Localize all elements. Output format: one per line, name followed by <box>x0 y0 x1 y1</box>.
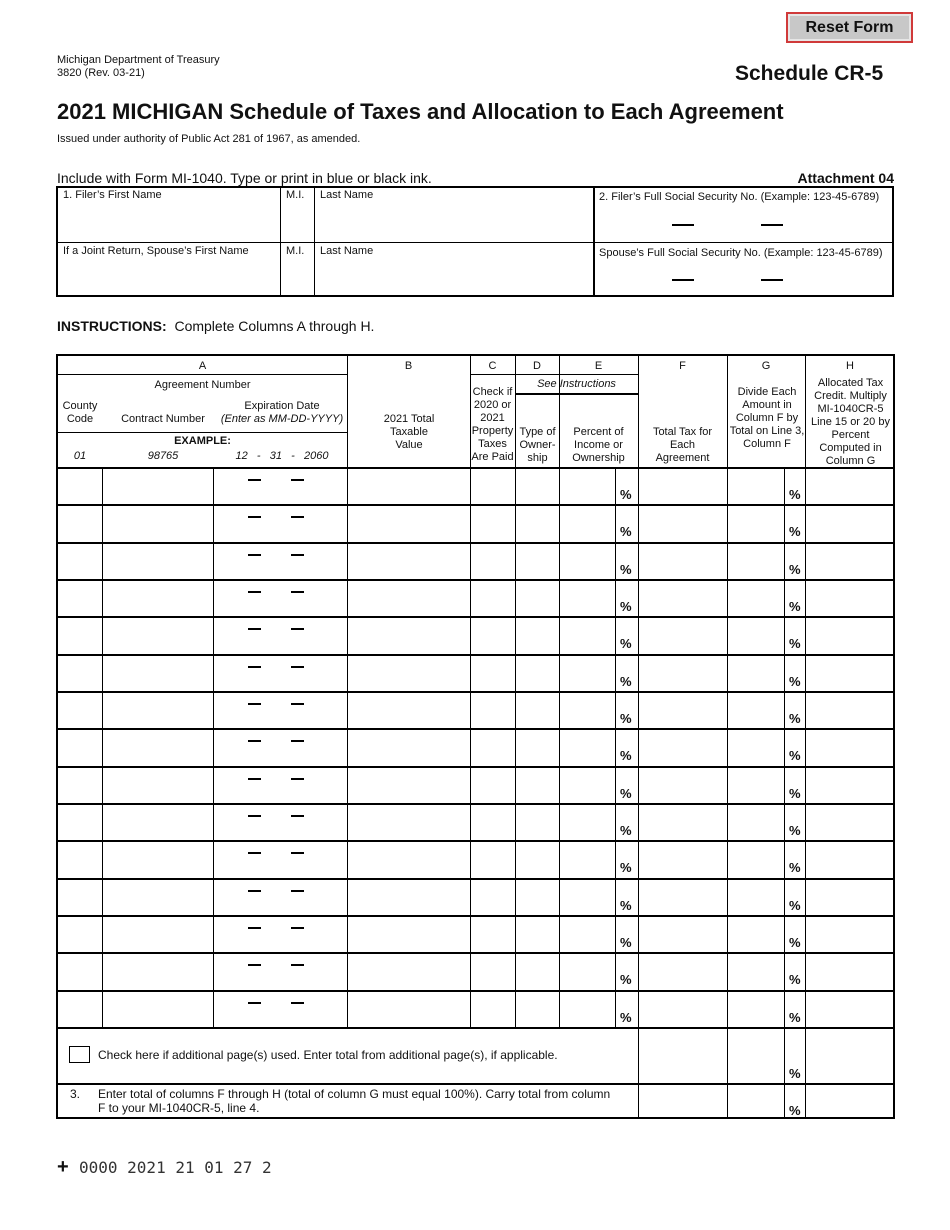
attachment-number: Attachment 04 <box>797 170 894 186</box>
date-separator <box>291 628 304 630</box>
date-separator <box>291 666 304 668</box>
column-d-letter: D <box>533 360 541 372</box>
table-row <box>58 840 893 877</box>
barcode-plus: + <box>57 1156 69 1178</box>
example-label: EXAMPLE: <box>174 435 231 447</box>
percent-sign: % <box>789 822 801 838</box>
agreement-number-header: Agreement Number <box>154 379 251 391</box>
additional-pages-text: Check here if additional page(s) used. Enter total from additional page(s), if applicable. <box>98 1048 558 1062</box>
percent-sign: % <box>789 561 801 577</box>
table-row <box>58 878 893 915</box>
table-row <box>58 728 893 765</box>
column-g-letter: G <box>761 360 771 372</box>
row-input[interactable] <box>58 952 102 989</box>
spouse-first-name-field[interactable]: If a Joint Return, Spouse’s First Name <box>63 245 249 257</box>
date-separator <box>291 740 304 742</box>
date-separator <box>248 591 261 593</box>
include-instruction: Include with Form MI-1040. Type or print in blue or black ink. <box>57 170 432 186</box>
expiration-date-header <box>218 400 346 426</box>
date-separator <box>291 815 304 817</box>
contract-number-header: Contract Number <box>121 413 205 425</box>
column-b-letter: B <box>404 360 413 372</box>
table-row <box>58 766 893 803</box>
percent-sign: % <box>620 598 632 614</box>
filer-ssn-field[interactable]: 2. Filer’s Full Social Security No. (Example: 123-45-6789) <box>599 191 880 203</box>
date-separator <box>248 666 261 668</box>
date-separator <box>291 778 304 780</box>
table-row <box>58 990 893 1027</box>
percent-sign: % <box>620 785 632 801</box>
filer-mi-field[interactable]: M.I. <box>286 189 305 201</box>
date-separator <box>291 927 304 929</box>
line3-number: 3. <box>70 1087 81 1101</box>
table-row <box>58 579 893 616</box>
percent-sign: % <box>620 561 632 577</box>
example-date: 12 - 31 - 2060 <box>235 450 329 462</box>
expiration-title: Expiration Date <box>244 400 320 412</box>
date-separator <box>291 964 304 966</box>
taxes-paid-header: Check if 2020 or 2021 Property Taxes Are Paid <box>471 386 514 463</box>
date-separator <box>248 516 261 518</box>
agreement-table <box>56 354 895 1119</box>
percent-sign: % <box>620 897 632 913</box>
percent-sign: % <box>789 934 801 950</box>
date-separator <box>291 591 304 593</box>
instructions-label: INSTRUCTIONS: <box>57 318 167 334</box>
filer-first-name-field[interactable]: 1. Filer’s First Name <box>63 189 162 201</box>
percent-sign: % <box>789 710 801 726</box>
percent-sign: % <box>789 636 801 652</box>
ssn-separator <box>672 224 694 226</box>
column-e-letter: E <box>594 360 603 372</box>
divide-amount-header: Divide Each Amount in Column F by Total on Line 3, Column F <box>729 386 805 450</box>
barcode-number: 0000 2021 21 01 27 2 <box>79 1158 272 1177</box>
date-separator <box>248 815 261 817</box>
percent-income-header: Percent of Income or Ownership <box>572 426 625 464</box>
percent-sign: % <box>789 860 801 876</box>
column-c-letter: C <box>488 360 497 372</box>
row-input[interactable] <box>58 542 102 579</box>
date-separator <box>248 890 261 892</box>
date-separator <box>291 890 304 892</box>
schedule-name: Schedule CR-5 <box>735 62 884 85</box>
form-code: 3820 (Rev. 03-21) <box>57 67 145 79</box>
spouse-mi-field[interactable]: M.I. <box>286 245 305 257</box>
percent-sign: % <box>620 487 632 502</box>
spouse-ssn-field[interactable]: Spouse’s Full Social Security No. (Example: 123-45-6789) <box>599 247 883 259</box>
row-input[interactable] <box>58 990 102 1027</box>
authority-text: Issued under authority of Public Act 281 of 1967, as amended. <box>57 133 361 145</box>
row-input[interactable] <box>58 467 102 504</box>
example-county: 01 <box>73 450 87 462</box>
row-input[interactable] <box>58 504 102 541</box>
table-row <box>58 691 893 728</box>
percent-sign: % <box>789 972 801 988</box>
department-info <box>57 54 220 80</box>
page-title: 2021 MICHIGAN Schedule of Taxes and Allocation to Each Agreement <box>57 99 784 124</box>
row-input[interactable] <box>58 878 102 915</box>
date-separator <box>291 852 304 854</box>
table-row <box>58 542 893 579</box>
percent-sign: % <box>620 710 632 726</box>
table-row <box>58 467 893 504</box>
date-separator <box>248 703 261 705</box>
table-row <box>58 915 893 952</box>
additional-pages-checkbox[interactable] <box>69 1046 90 1063</box>
date-separator <box>291 479 304 481</box>
percent-sign: % <box>789 897 801 913</box>
percent-sign: % <box>620 860 632 876</box>
percent-sign: % <box>620 1009 632 1025</box>
date-separator <box>248 628 261 630</box>
ownership-type-header: Type of Owner-ship <box>519 426 556 464</box>
percent-sign: % <box>620 972 632 988</box>
taxable-value-header: 2021 Total Taxable Value <box>383 413 435 451</box>
table-row <box>58 654 893 691</box>
filer-last-name-field[interactable]: Last Name <box>320 189 374 201</box>
date-separator <box>248 927 261 929</box>
row-input[interactable] <box>58 766 102 803</box>
ssn-separator <box>761 279 783 281</box>
instructions-text: Complete Columns A through H. <box>174 318 375 334</box>
date-separator <box>248 778 261 780</box>
percent-sign: % <box>789 598 801 614</box>
allocated-credit-header: Allocated Tax Credit. Multiply MI-1040CR-5 Line 15 or 20 by Percent Computed in Column G <box>811 377 890 467</box>
filer-info-box <box>56 186 894 297</box>
row-input[interactable] <box>58 691 102 728</box>
percent-sign: % <box>789 785 801 801</box>
percent-sign: % <box>620 673 632 689</box>
percent-sign: % <box>789 524 801 540</box>
date-separator <box>291 1002 304 1004</box>
reset-form-button[interactable]: Reset Form <box>786 12 913 43</box>
percent-sign: % <box>789 748 801 764</box>
column-f-letter: F <box>679 360 686 372</box>
table-row <box>58 616 893 653</box>
date-separator <box>248 964 261 966</box>
row-input[interactable] <box>58 579 102 616</box>
date-separator <box>248 740 261 742</box>
percent-sign: % <box>620 934 632 950</box>
column-h-letter: H <box>846 360 854 372</box>
expiration-hint: (Enter as MM-DD-YYYY) <box>220 413 344 425</box>
date-separator <box>291 554 304 556</box>
date-separator <box>248 1002 261 1004</box>
date-separator <box>291 516 304 518</box>
total-tax-header: Total Tax for Each Agreement <box>652 426 713 464</box>
ssn-separator <box>761 224 783 226</box>
percent-sign: % <box>789 487 801 502</box>
instructions <box>57 318 374 334</box>
percent-sign: % <box>620 524 632 540</box>
percent-sign: % <box>789 1009 801 1025</box>
table-row <box>58 803 893 840</box>
example-contract: 98765 <box>147 450 179 462</box>
percent-sign: % <box>620 748 632 764</box>
percent-sign: % <box>620 636 632 652</box>
department-name: Michigan Department of Treasury <box>57 54 220 66</box>
row-input[interactable] <box>58 915 102 952</box>
ssn-separator <box>672 279 694 281</box>
spouse-last-name-field[interactable]: Last Name <box>320 245 374 257</box>
row-input[interactable] <box>58 840 102 877</box>
row-input[interactable] <box>58 803 102 840</box>
row-input[interactable] <box>58 728 102 765</box>
line3-text: Enter total of columns F through H (total of column G must equal 100%). Carry total from column F to your MI-1040CR-5, line 4. <box>98 1087 611 1115</box>
percent-sign: % <box>620 822 632 838</box>
date-separator <box>248 554 261 556</box>
column-a-letter: A <box>198 360 207 372</box>
county-code-header: County Code <box>62 400 98 425</box>
table-row <box>58 504 893 541</box>
table-row <box>58 952 893 989</box>
percent-sign: % <box>789 673 801 689</box>
percent-sign: % <box>789 1103 801 1118</box>
percent-sign: % <box>789 1066 801 1081</box>
row-input[interactable] <box>58 654 102 691</box>
row-input[interactable] <box>58 616 102 653</box>
date-separator <box>248 852 261 854</box>
see-instructions: See Instructions <box>537 378 616 390</box>
date-separator <box>248 479 261 481</box>
date-separator <box>291 703 304 705</box>
